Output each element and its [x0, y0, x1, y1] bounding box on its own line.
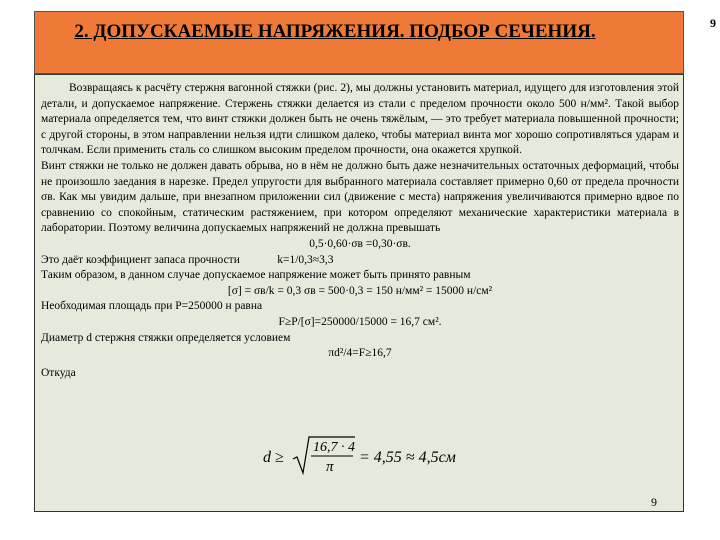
line-area-intro: Необходимая площадь при P=250000 н равна [41, 300, 263, 313]
formula-numerator: 16,7 · 4 [313, 440, 355, 455]
equation-diameter-condition: πd²/4=F≥16,7 [328, 347, 392, 360]
formula-denominator: π [326, 459, 334, 475]
line-diameter-intro: Диаметр d стержня стяжки определяется условием [41, 331, 291, 344]
paragraph-material: Возвращаясь к расчёту стержня вагонной стяжки (рис. 2), мы должны установить материал, идущего для изготовления этой детали, и допускаемое напряжение. Стержень стяжки делается из стали с пределом прочности около 500 н/мм². Такой выбор материала определяется тем, что винт стяжки должен быть не очень тяжёлым, — это требует материала повышенной прочности; с другой стороны, в этом направлении нельзя идти слишком далеко, чтобы материал винта мог хорошо сопротивляться ударам и толчкам. Если применить сталь со слишком высоким пределом прочности, она окажется хрупкой. [41, 82, 679, 157]
equation-area: F≥P/[σ]=250000/15000 = 16,7 см². [278, 315, 442, 328]
corner-page-number: 9 [710, 16, 716, 30]
paragraph-deformation: Винт стяжки не только не должен давать обрыва, но в нём не должно быть даже незначительных остаточных деформаций, чтобы не произошло заедания в нарезке. Предел упругости для выбранного материала составляет примерно 0,60 от предела прочности σв. Как мы увидим дальше, при внезапном приложении сил (движение с места) напряжения увеличиваются примерно вдвое по сравнению со спокойным, статическим растяжением, при котором определяют механические характеристики материала в лаборатории. Поэтому величина допускаемых напряжений не должна превышать [41, 159, 679, 235]
equation-stress: [σ] = σв/k = 0,3 σв = 500·0,3 = 150 н/мм² = 15000 н/см² [227, 284, 493, 297]
slide-header [34, 11, 684, 74]
line-hence: Откуда [41, 366, 76, 379]
slide-title: 2. ДОПУСКАЕМЫЕ НАПРЯЖЕНИЯ. ПОДБОР СЕЧЕНИЯ. [74, 21, 596, 42]
diameter-formula [263, 435, 483, 477]
formula-rhs: = 4,55 ≈ 4,5см [359, 449, 456, 466]
slide-content [34, 74, 684, 512]
line-stress-intro: Таким образом, в данном случае допускаемое напряжение может быть принято равным [41, 269, 471, 282]
page-number: 9 [651, 495, 657, 509]
line-safety-factor: Это даёт коэффициент запаса прочности k=1/0,3≈3,3 [41, 253, 334, 266]
content-text [41, 81, 679, 381]
equation-allowable: 0,5·0,60·σв =0,30·σв. [309, 237, 411, 250]
formula-lhs: d ≥ [263, 449, 284, 466]
